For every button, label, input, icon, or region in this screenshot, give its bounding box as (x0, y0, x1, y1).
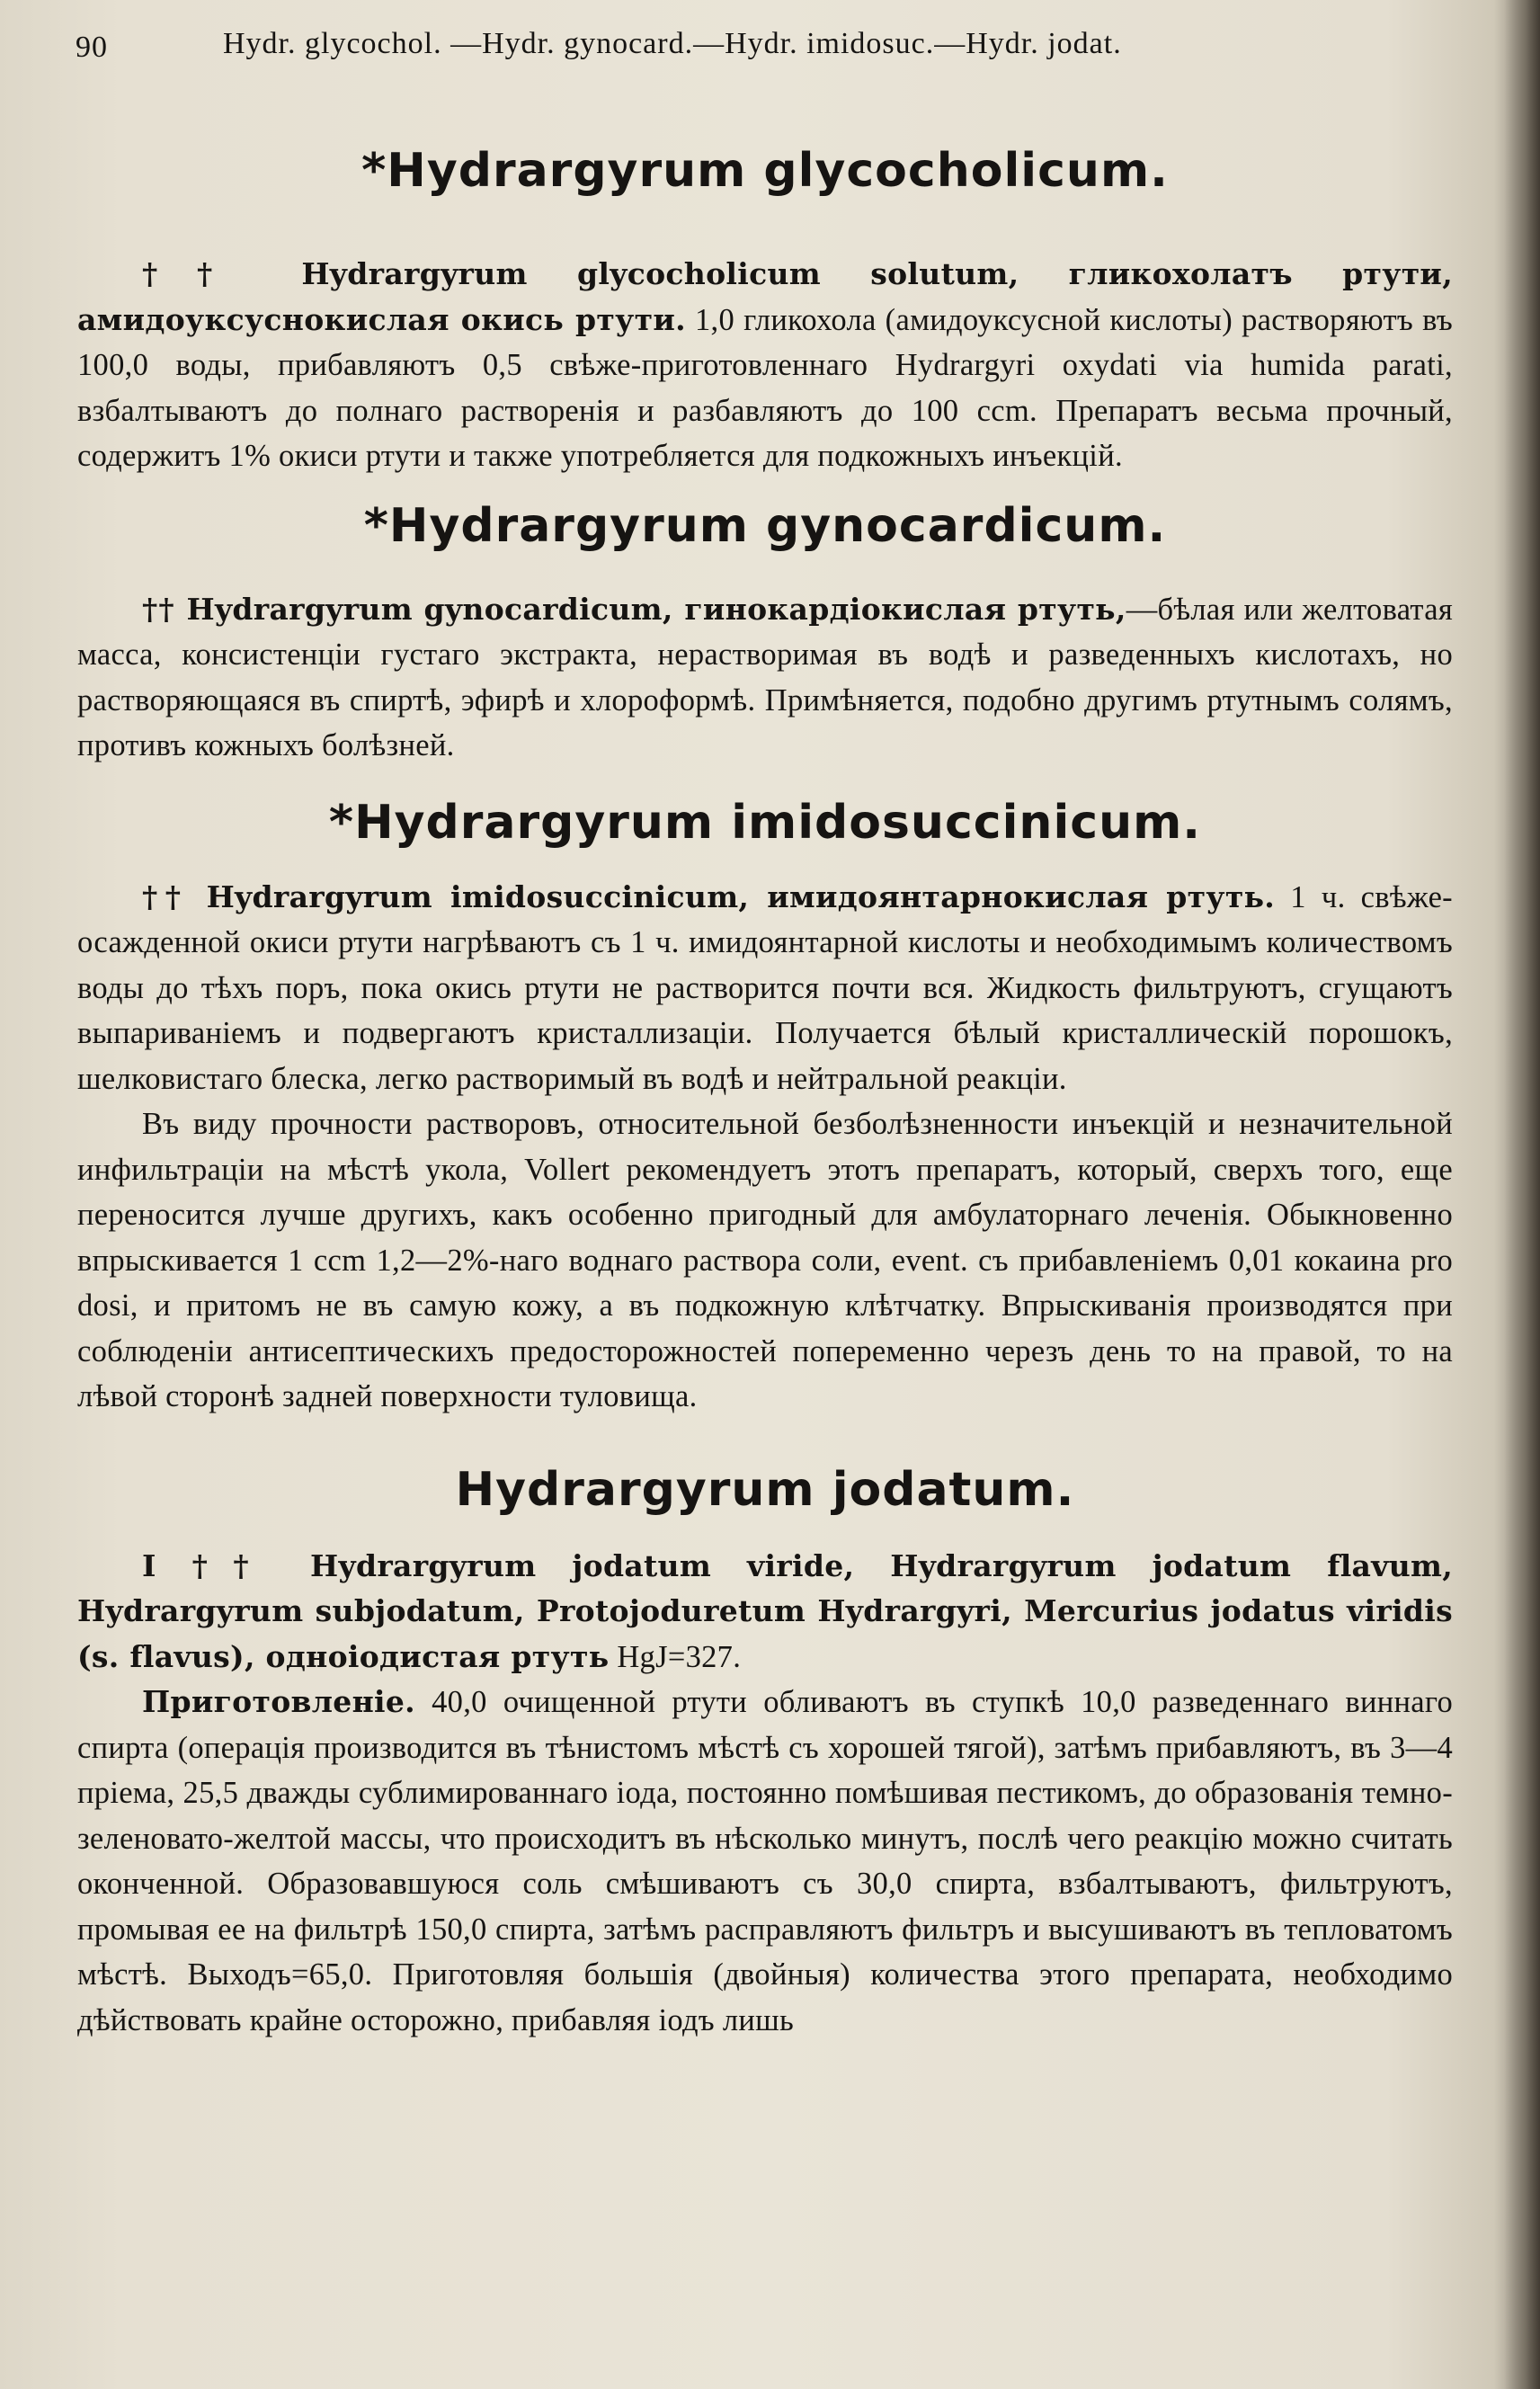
running-header (76, 27, 1460, 74)
entry-heading: †† Hydrargyrum imidosuccinicum, имидоянтарнокислая ртуть. (142, 878, 1276, 914)
section-title-gynocardicum: *Hydrargyrum gynocardicum. (363, 498, 1167, 553)
entry-gynocardicum (77, 587, 1453, 769)
entry-text: HgJ=327. (609, 1639, 742, 1674)
entry-text: 40,0 очищенной ртути обливаютъ въ ступкѣ 10,0 разведеннаго виннаго спирта (операція производится въ тѣнистомъ мѣстѣ съ хорошей тягой), затѣмъ прибавляютъ, въ 3—4 пріема, 25,5 дважды сублимированнаго іода, постоянно помѣшивая пестикомъ, до образованія темно-зеленовато-желтой массы, что происходитъ въ нѣсколько минутъ, послѣ чего реакцію можно считать оконченной. Образовавшуюся соль смѣшиваютъ съ 30,0 спирта, взбалтываютъ, фильтруютъ, промывая ее на фильтрѣ 150,0 спирта, затѣмъ расправляютъ фильтръ и высушиваютъ въ тепловатомъ мѣстѣ. Выходъ=65,0. Приготовляя большія (двойныя) количества этого препарата, необходимо дѣйствовать крайне осторожно, прибавляя іодъ лишь (77, 1685, 1453, 2037)
entry-text: 1,0 гликохола (амидоуксусной кислоты) растворяютъ въ 100,0 воды, прибавляютъ 0,5 свѣже-приготовленнаго Hydrargyri oxydati via humida parati, взбалтываютъ до полнаго растворенія и разбавляютъ до 100 ccm. Препаратъ весьма прочный, содержитъ 1% окиси ртути и также употребляется для подкожныхъ инъекцій. (77, 302, 1453, 473)
entry-heading: †† Hydrargyrum glycocholicum solutum, гликохолатъ ртути, амидоуксуснокислая окись ртути. (77, 256, 1453, 337)
page-edge-shadow (1504, 0, 1540, 2389)
page-content (77, 144, 1453, 2043)
entry-subheading: Приготовленіе. (142, 1684, 415, 1719)
entry-text: 1 ч. свѣже-осажденной окиси ртути нагрѣваютъ съ 1 ч. имидоянтарной кислоты и необходимымъ количествомъ воды до тѣхъ поръ, пока окись ртути не растворится почти вся. Жидкость фильтруютъ, сгущаютъ выпариваніемъ и подвергаютъ кристаллизаціи. Получается бѣлый кристаллическій порошокъ, шелковистаго блеска, легко растворимый въ водѣ и нейтральной реакціи. (77, 879, 1453, 1096)
running-title: Hydr. glycochol. —Hydr. gynocard.—Hydr. imidosuc.—Hydr. jodat. (223, 27, 1122, 60)
entry-text: —бѣлая или желтоватая масса, консистенціи густаго экстракта, нерастворимая въ водѣ и разведенныхъ кислотахъ, но растворяющаяся въ спиртѣ, эфирѣ и хлороформѣ. Примѣняется, подобно другимъ ртутнымъ солямъ, противъ кожныхъ болѣзней. (77, 592, 1453, 762)
section-title-imidosuccinicum: *Hydrargyrum imidosuccinicum. (328, 795, 1202, 850)
entry-heading: †† Hydrargyrum gynocardicum, гинокардіокислая ртуть, (142, 591, 1126, 627)
page-number: 90 (76, 31, 108, 64)
entry-imidosuccinicum (77, 875, 1453, 1102)
entry-heading: I †† Hydrargyrum jodatum viride, Hydrargyrum jodatum flavum, Hydrargyrum subjodatum, Protojoduretum Hydrargyri, Mercurius jodatus viridis (s. flavus), одноіодистая ртуть (77, 1547, 1453, 1674)
entry-imidosuccinicum-usage (77, 1101, 1453, 1420)
entry-glycocholicum (77, 252, 1453, 479)
entry-jodatum-preparation (77, 1680, 1453, 2043)
section-title-jodatum: Hydrargyrum jodatum. (455, 1462, 1075, 1517)
entry-text: Въ виду прочности растворовъ, относительной безболѣзненности инъекцій и незначительной инфильтраціи на мѣстѣ укола, Vollert рекомендуетъ этотъ препаратъ, который, сверхъ того, еще переносится лучше другихъ, какъ особенно пригодный для амбулаторнаго леченія. Обыкновенно впрыскивается 1 ccm 1,2—2%-наго воднаго раствора соли, event. съ прибавленіемъ 0,01 кокаина pro dosi, и притомъ не въ самую кожу, а въ подкожную клѣтчатку. Впрыскиванія производятся при соблюденіи антисептическихъ предосторожностей попеременно черезъ день то на правой, то на лѣвой сторонѣ задней поверхности туловища. (77, 1107, 1453, 1413)
section-title-glycocholicum: *Hydrargyrum glycocholicum. (361, 144, 1169, 198)
entry-jodatum (77, 1544, 1453, 1680)
